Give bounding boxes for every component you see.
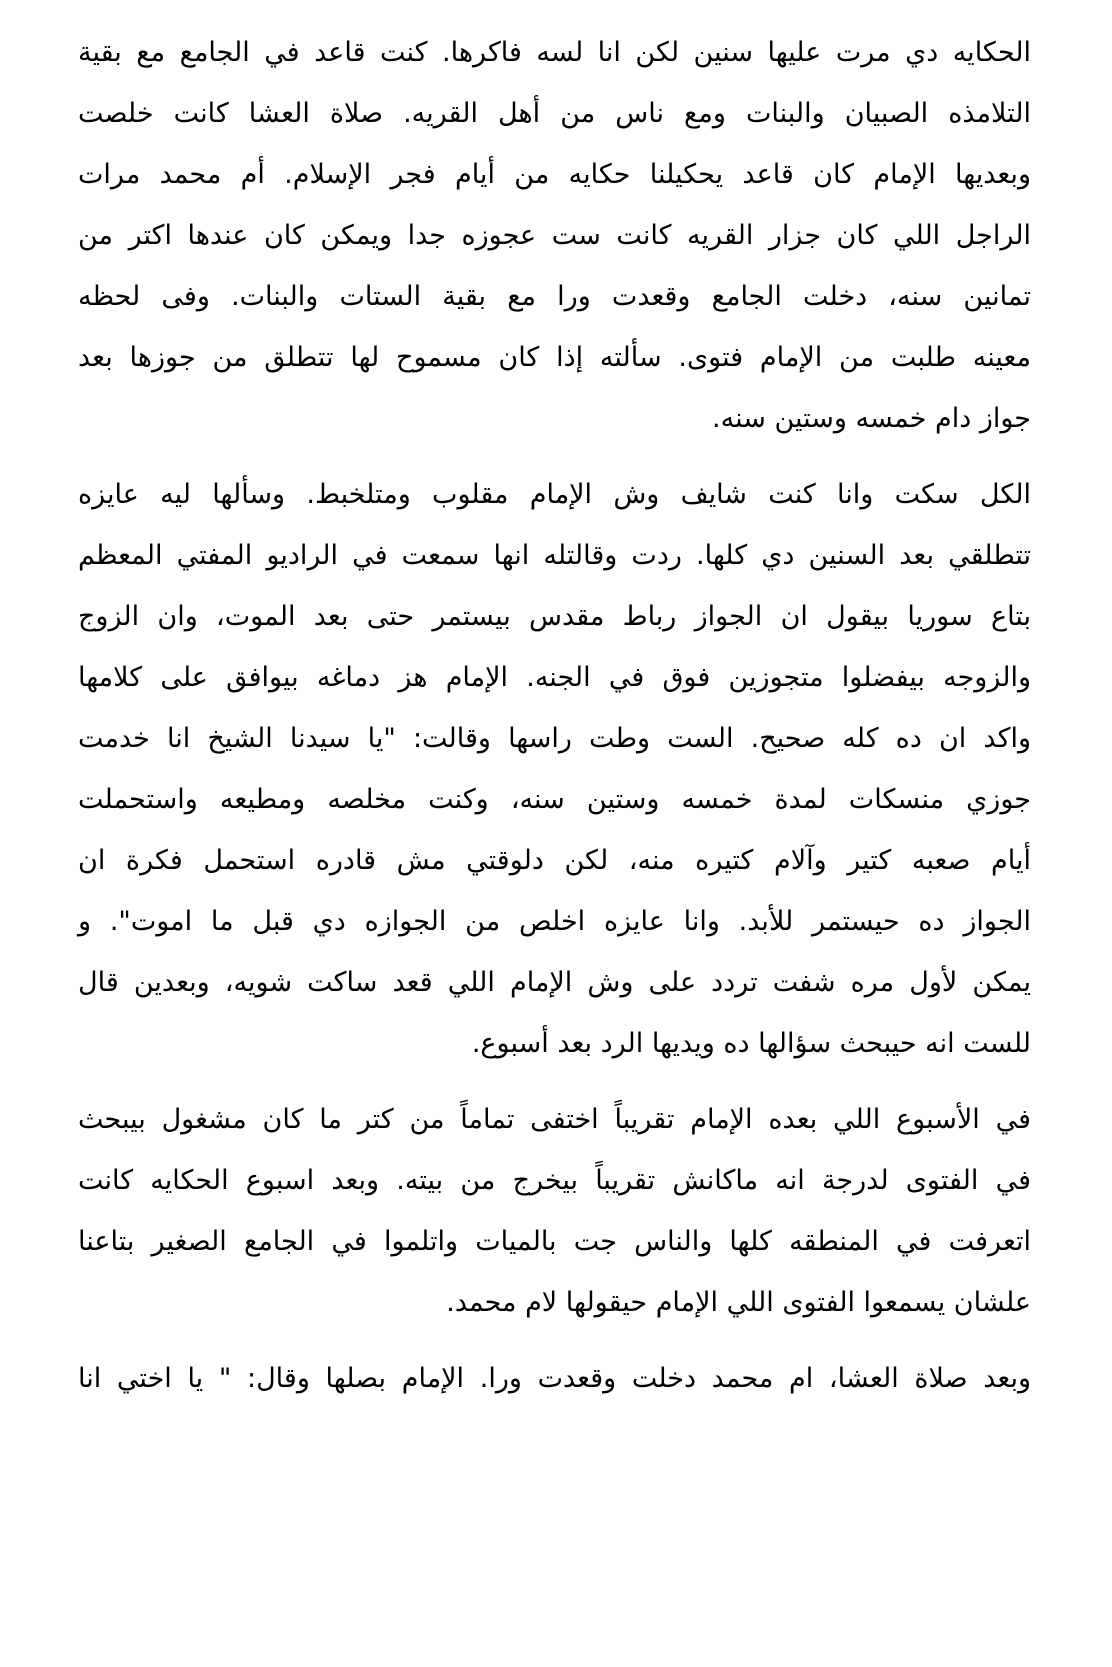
text-line: في الأسبوع اللي بعده الإمام تقريباً اختفى تماماً من كتر ما كان مشغول بيبحث [78, 1104, 1031, 1135]
text-line: الحكايه دي مرت عليها سنين لكن انا لسه فاكرها. كنت قاعد في الجامع مع بقية [78, 37, 1031, 68]
text-line: الكل سكت وانا كنت شايف وش الإمام مقلوب ومتلخبط. وسألها ليه عايزه [78, 479, 1031, 510]
text-line: معينه طلبت من الإمام فتوى. سألته إذا كان مسموح لها تتطلق من جوزها بعد [78, 342, 1031, 373]
text-line: جوزي منسكات لمدة خمسه وستين سنه، وكنت مخلصه ومطيعه واستحملت [78, 784, 1031, 815]
paragraph-spacer [78, 1074, 1031, 1089]
text-line: للست انه حيبحث سؤالها ده ويديها الرد بعد أسبوع. [471, 1028, 1031, 1059]
text-line: أيام صعبه كتير وآلام كتيره منه، لكن دلوقتي مش قادره استحمل فكرة ان [78, 845, 1031, 876]
text-line: جواز دام خمسه وستين سنه. [712, 403, 1031, 434]
text-line: تمانين سنه، دخلت الجامع وقعدت ورا مع بقية الستات والبنات. وفى لحظه [78, 281, 1031, 312]
text-line: يمكن لأول مره شفت تردد على وش الإمام اللي قعد ساكت شويه، وبعدين قال [78, 967, 1031, 998]
text-line: وبعديها الإمام كان قاعد يحكيلنا حكايه من أيام فجر الإسلام. أم محمد مرات [78, 159, 1031, 190]
paragraph-1 [78, 22, 1031, 449]
text-line: في الفتوى لدرجة انه ماكانش تقريباً بيخرج من بيته. وبعد اسبوع الحكايه كانت [78, 1165, 1031, 1196]
paragraph-4 [78, 1348, 1031, 1409]
text-line: وبعد صلاة العشا، ام محمد دخلت وقعدت ورا. الإمام بصلها وقال: " يا اختي انا [78, 1363, 1031, 1394]
text-line: التلامذه الصبيان والبنات ومع ناس من أهل القريه. صلاة العشا كانت خلصت [78, 98, 1031, 129]
paragraph-2 [78, 464, 1031, 1074]
paragraph-spacer [78, 1333, 1031, 1348]
text-line: والزوجه بيفضلوا متجوزين فوق في الجنه. الإمام هز دماغه بيوافق على كلامها [78, 662, 1031, 693]
text-line: تتطلقي بعد السنين دي كلها. ردت وقالتله انها سمعت في الراديو المفتي المعظم [78, 540, 1031, 571]
text-line: علشان يسمعوا الفتوى اللي الإمام حيقولها لام محمد. [446, 1287, 1031, 1318]
paragraph-3 [78, 1089, 1031, 1333]
text-line: الراجل اللي كان جزار القريه كانت ست عجوزه جدا ويمكن كان عندها اكتر من [78, 220, 1031, 251]
text-line: واكد ان ده كله صحيح. الست وطت راسها وقالت: "يا سيدنا الشيخ انا خدمت [78, 723, 1031, 754]
text-line: الجواز ده حيستمر للأبد. وانا عايزه اخلص من الجوازه دي قبل ما اموت". و [78, 906, 1031, 937]
text-line: اتعرفت في المنطقه كلها والناس جت بالميات واتلموا في الجامع الصغير بتاعنا [78, 1226, 1031, 1257]
paragraph-spacer [78, 449, 1031, 464]
text-line: بتاع سوريا بيقول ان الجواز رباط مقدس بيستمر حتى بعد الموت، وان الزوج [78, 601, 1031, 632]
